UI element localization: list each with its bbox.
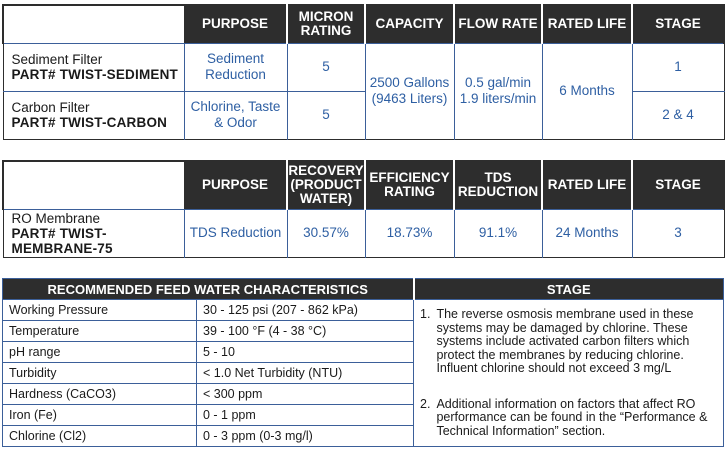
flow-rate-liters: 1.9 liters/min [459, 91, 537, 106]
flow-rate-gal: 0.5 gal/min [464, 75, 532, 90]
note-text: Additional information on factors that affect RO performance can be found in the “Performance & Technical Information” section. [436, 396, 708, 438]
characteristic-value: < 300 ppm [197, 384, 414, 405]
col-rated-life: RATED LIFE [542, 161, 632, 209]
characteristic-value: 0 - 1 ppm [197, 405, 414, 426]
note-number: 1. [420, 307, 431, 321]
filter-name: Carbon Filter [11, 100, 90, 115]
filters-table [2, 4, 725, 140]
table-row [3, 43, 724, 91]
header-blank [3, 161, 184, 209]
note-2 [420, 398, 715, 439]
col-efficiency: EFFICIENCY RATING [365, 161, 454, 209]
characteristic-label: Hardness (CaCO3) [3, 384, 197, 405]
characteristic-label: Turbidity [3, 363, 197, 384]
row-name [3, 209, 184, 257]
rated-life-cell: 6 Months [542, 43, 632, 139]
row-name [3, 43, 184, 91]
flow-rate-cell [454, 43, 542, 139]
stage-cell: 1 [632, 43, 724, 91]
stage-cell: 3 [632, 209, 724, 257]
characteristic-label: Temperature [3, 321, 197, 342]
characteristic-label: Iron (Fe) [3, 405, 197, 426]
table-row [3, 300, 724, 321]
recovery-cell: 30.57% [287, 209, 365, 257]
header-blank [3, 5, 184, 43]
col-purpose: PURPOSE [184, 161, 287, 209]
purpose-cell: TDS Reduction [184, 209, 287, 257]
part-number: PART# TWIST-MEMBRANE-75 [11, 225, 113, 256]
tds-cell: 91.1% [454, 209, 542, 257]
stage-header: STAGE [414, 279, 724, 300]
membrane-name: RO Membrane [11, 210, 101, 226]
col-micron-rating: MICRON RATING [287, 5, 365, 43]
characteristic-value: 5 - 10 [197, 342, 414, 363]
stage-cell: 2 & 4 [632, 91, 724, 139]
capacity-cell: 2500 Gallons (9463 Liters) [365, 43, 454, 139]
note-1 [420, 308, 715, 376]
col-purpose: PURPOSE [184, 5, 287, 43]
col-stage: STAGE [632, 5, 724, 43]
stage-notes [414, 300, 724, 447]
purpose-cell: Chlorine, Taste & Odor [184, 91, 287, 139]
characteristic-value: < 1.0 Net Turbidity (NTU) [197, 363, 414, 384]
characteristic-value: 0 - 3 ppm (0-3 mg/l) [197, 426, 414, 447]
efficiency-cell: 18.73% [365, 209, 454, 257]
row-name [3, 91, 184, 139]
part-number: PART# TWIST-SEDIMENT [11, 67, 179, 82]
col-stage: STAGE [632, 161, 724, 209]
rated-life-cell: 24 Months [542, 209, 632, 257]
note-text: The reverse osmosis membrane used in these systems may be damaged by chlorine. These systems include activated carbon filters which protect the membranes by reducing chlorine. Influent chlorine should not exceed 3 mg/L [436, 307, 694, 375]
characteristic-value: 30 - 125 psi (207 - 862 kPa) [197, 300, 414, 321]
characteristic-label: Chlorine (Cl2) [3, 426, 197, 447]
purpose-cell: Sediment Reduction [184, 43, 287, 91]
col-rated-life: RATED LIFE [542, 5, 632, 43]
feed-water-table [2, 278, 724, 447]
note-number: 2. [420, 396, 431, 411]
characteristic-label: pH range [3, 342, 197, 363]
table-row [3, 209, 724, 257]
col-tds-reduction: TDS REDUCTION [454, 161, 542, 209]
part-number: PART# TWIST-CARBON [11, 115, 168, 130]
filter-name: Sediment Filter [11, 52, 103, 67]
membrane-table [2, 160, 725, 258]
col-flow-rate: FLOW RATE [454, 5, 542, 43]
col-capacity: CAPACITY [365, 5, 454, 43]
characteristic-label: Working Pressure [3, 300, 197, 321]
col-recovery: RECOVERY (PRODUCT WATER) [287, 161, 365, 209]
feed-water-header: RECOMMENDED FEED WATER CHARACTERISTICS [3, 279, 414, 300]
characteristic-value: 39 - 100 °F (4 - 38 °C) [197, 321, 414, 342]
micron-cell: 5 [287, 43, 365, 91]
micron-cell: 5 [287, 91, 365, 139]
